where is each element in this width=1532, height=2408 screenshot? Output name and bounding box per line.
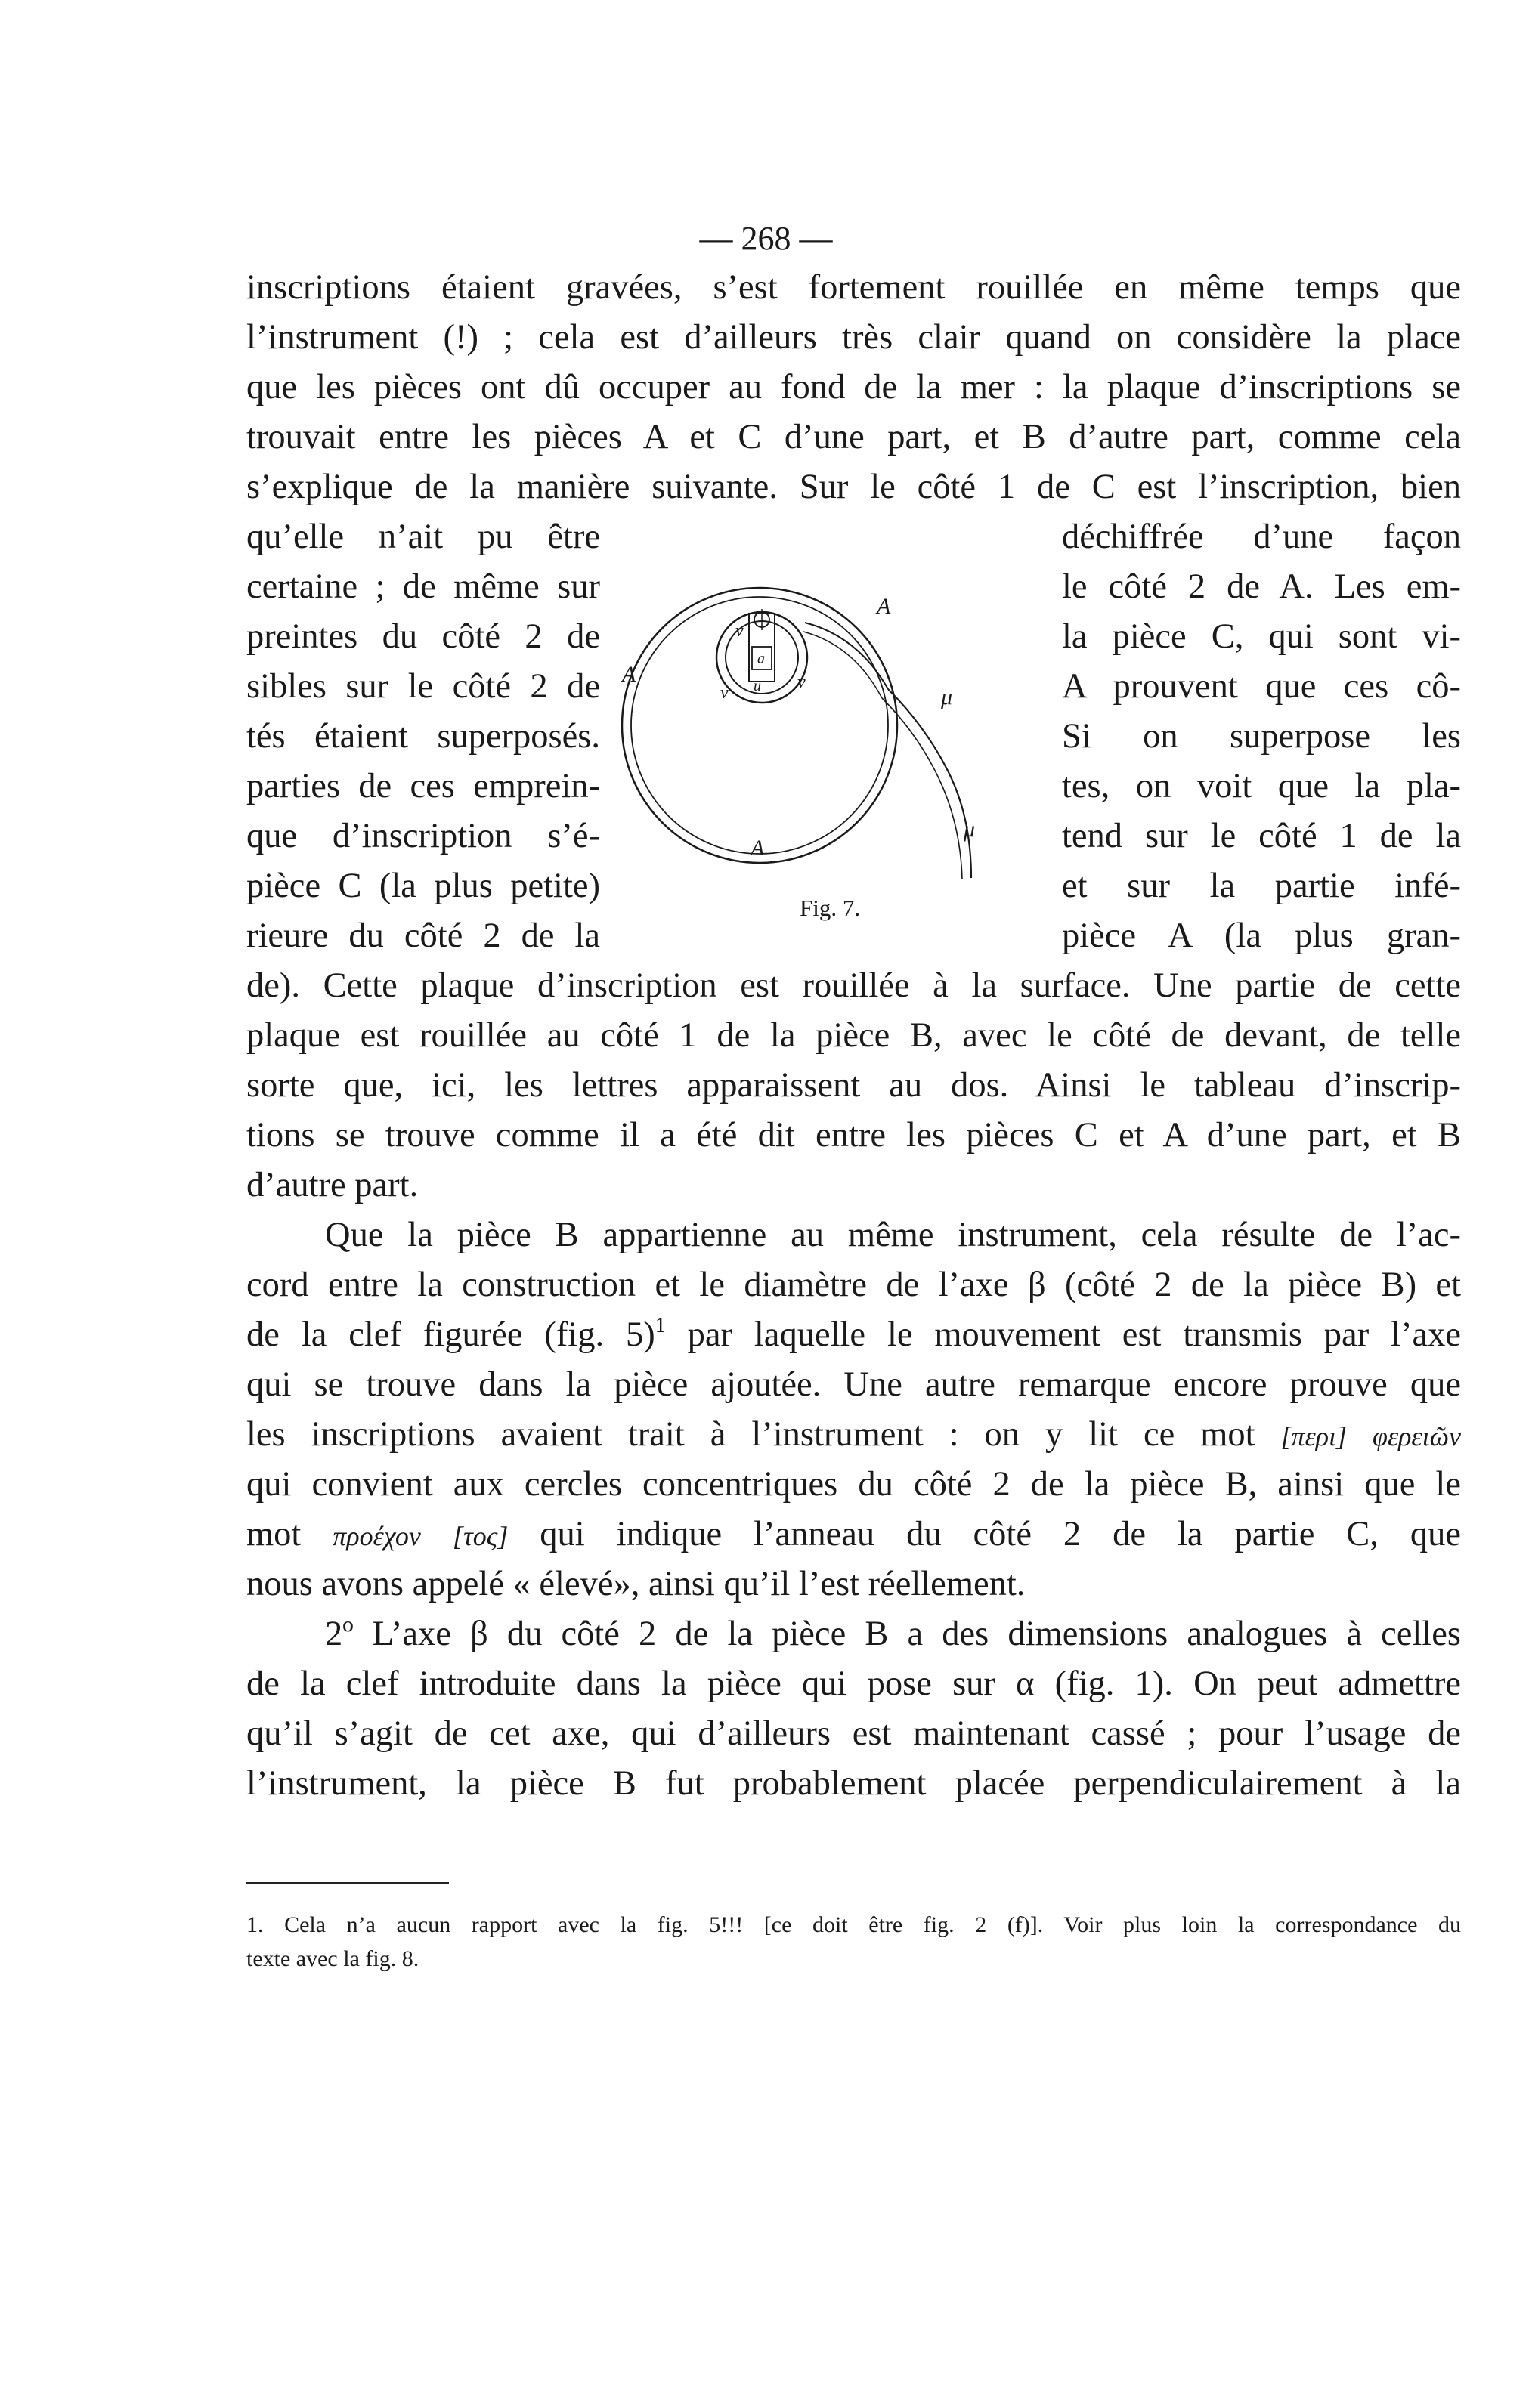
text-segment: par laquelle le mouvement est transmis par l’axe xyxy=(665,1315,1461,1354)
text-line: inscriptions étaient gravées, s’est fortement rouillée en même temps que xyxy=(246,268,1461,307)
text-segment: les inscriptions avaient trait à l’instrument : on y lit ce mot xyxy=(246,1415,1255,1454)
label-nu-top: ν xyxy=(735,621,744,641)
page-number: — 268 — xyxy=(699,220,833,257)
footnote-line: texte avec la fig. 8. xyxy=(246,1946,419,1971)
outer-ring-outline xyxy=(622,588,897,863)
label-mu-lower: μ xyxy=(964,817,976,842)
left-column-line: tés étaient superposés. xyxy=(246,717,600,756)
text-segment: qui indique l’anneau du côté 2 de la partie C, que xyxy=(540,1515,1462,1553)
text-segment: de la clef figurée (fig. 5) xyxy=(246,1315,655,1354)
right-column-line: et sur la partie infé- xyxy=(1062,867,1461,905)
tangent-curve-inner xyxy=(882,698,962,879)
left-column-line: preintes du côté 2 de xyxy=(246,617,600,656)
text-line xyxy=(246,1410,1461,1461)
greek-word: [τος] xyxy=(452,1521,509,1551)
label-A-top: A xyxy=(877,594,891,619)
text-line: de la clef introduite dans la pièce qui pose sur α (fig. 1). On peut admettre xyxy=(246,1665,1461,1703)
tangent-curve-outer xyxy=(888,689,971,878)
text-line: qui convient aux cercles concentriques du côté 2 de la pièce B, ainsi que le xyxy=(246,1465,1461,1504)
text-line: qu’il s’agit de cet axe, qui d’ailleurs est maintenant cassé ; pour l’usage de xyxy=(246,1714,1461,1753)
text-line: trouvait entre les pièces A et C d’une part, et B d’autre part, comme cela xyxy=(246,418,1461,456)
label-mu-upper: μ xyxy=(941,685,953,709)
text-line: que les pièces ont dû occuper au fond de la mer : la plaque d’inscriptions se xyxy=(246,368,1461,406)
left-column-line: rieure du côté 2 de la xyxy=(246,917,600,955)
paragraph-start-line: Que la pièce B appartienne au même instrument, cela résulte de l’ac- xyxy=(325,1216,1461,1254)
footnote-marker: 1 xyxy=(655,1314,666,1337)
figure-caption: Fig. 7. xyxy=(800,895,861,921)
text-line: de). Cette plaque d’inscription est rouillée à la surface. Une partie de cette xyxy=(246,966,1461,1005)
right-column-line: déchiffrée d’une façon xyxy=(1062,518,1461,556)
text-line: sorte que, ici, les lettres apparaissent au dos. Ainsi le tableau d’inscrip- xyxy=(246,1066,1461,1105)
text-line: l’instrument, la pièce B fut probablement placée perpendiculairement à la xyxy=(246,1764,1461,1803)
right-column-line: Si on superpose les xyxy=(1062,717,1461,756)
footnote-line: 1. Cela n’a aucun rapport avec la fig. 5!!! [ce doit être fig. 2 (f)]. Voir plus loin la correspondance du xyxy=(246,1912,1461,1937)
left-column-line: sibles sur le côté 2 de xyxy=(246,667,600,706)
figure-7 xyxy=(616,576,1039,931)
footnote-rule xyxy=(246,1882,449,1884)
left-column-line: parties de ces emprein- xyxy=(246,767,600,805)
greek-word: προέχον xyxy=(333,1521,421,1551)
right-column-line: pièce A (la plus gran- xyxy=(1062,917,1461,955)
label-nu-right: ν xyxy=(797,672,806,692)
label-A-left: A xyxy=(622,662,636,687)
text-line: plaque est rouillée au côté 1 de la pièce B, avec le côté de devant, de telle xyxy=(246,1016,1461,1055)
greek-word: [περι] xyxy=(1280,1421,1348,1451)
right-column-line: A prouvent que ces cô- xyxy=(1062,667,1461,706)
left-column-line: que d’inscription s’é- xyxy=(246,817,600,855)
text-line xyxy=(246,1310,1461,1360)
text-line: tions se trouve comme il a été dit entre les pièces C et A d’une part, et B xyxy=(246,1116,1461,1155)
right-column-line: le côté 2 de A. Les em- xyxy=(1062,567,1461,606)
label-A-bottom: A xyxy=(751,836,765,861)
label-u: u xyxy=(754,678,761,694)
text-line: d’autre part. xyxy=(246,1166,419,1204)
text-line: cord entre la construction et le diamètre de l’axe β (côté 2 de la pièce B) et xyxy=(246,1266,1461,1304)
text-line: l’instrument (!) ; cela est d’ailleurs très clair quand on considère la place xyxy=(246,318,1461,357)
right-column-line: tes, on voit que la pla- xyxy=(1062,767,1461,805)
greek-word: φερειῶν xyxy=(1373,1421,1462,1451)
label-nu-left: ν xyxy=(720,683,729,703)
text-segment: mot xyxy=(246,1515,302,1553)
figure-7-drawing xyxy=(616,576,1039,931)
left-column-line: qu’elle n’ait pu être xyxy=(246,518,600,556)
outer-ring-inner-outline xyxy=(631,597,888,854)
label-alpha: a xyxy=(757,651,765,667)
left-column-line: certaine ; de même sur xyxy=(246,567,600,606)
text-line: qui se trouve dans la pièce ajoutée. Une autre remarque encore prouve que xyxy=(246,1365,1461,1404)
left-column-line: pièce C (la plus petite) xyxy=(246,867,600,905)
text-line xyxy=(246,1510,1461,1561)
right-column-line: la pièce C, qui sont vi- xyxy=(1062,617,1461,656)
paragraph-start-line: 2º L’axe β du côté 2 de la pièce B a des dimensions analogues à celles xyxy=(325,1615,1461,1653)
text-line: nous avons appelé « élevé», ainsi qu’il l’est réellement. xyxy=(246,1565,1026,1603)
right-column-line: tend sur le côté 1 de la xyxy=(1062,817,1461,855)
text-line: s’explique de la manière suivante. Sur le côté 1 de C est l’inscription, bien xyxy=(246,468,1461,506)
